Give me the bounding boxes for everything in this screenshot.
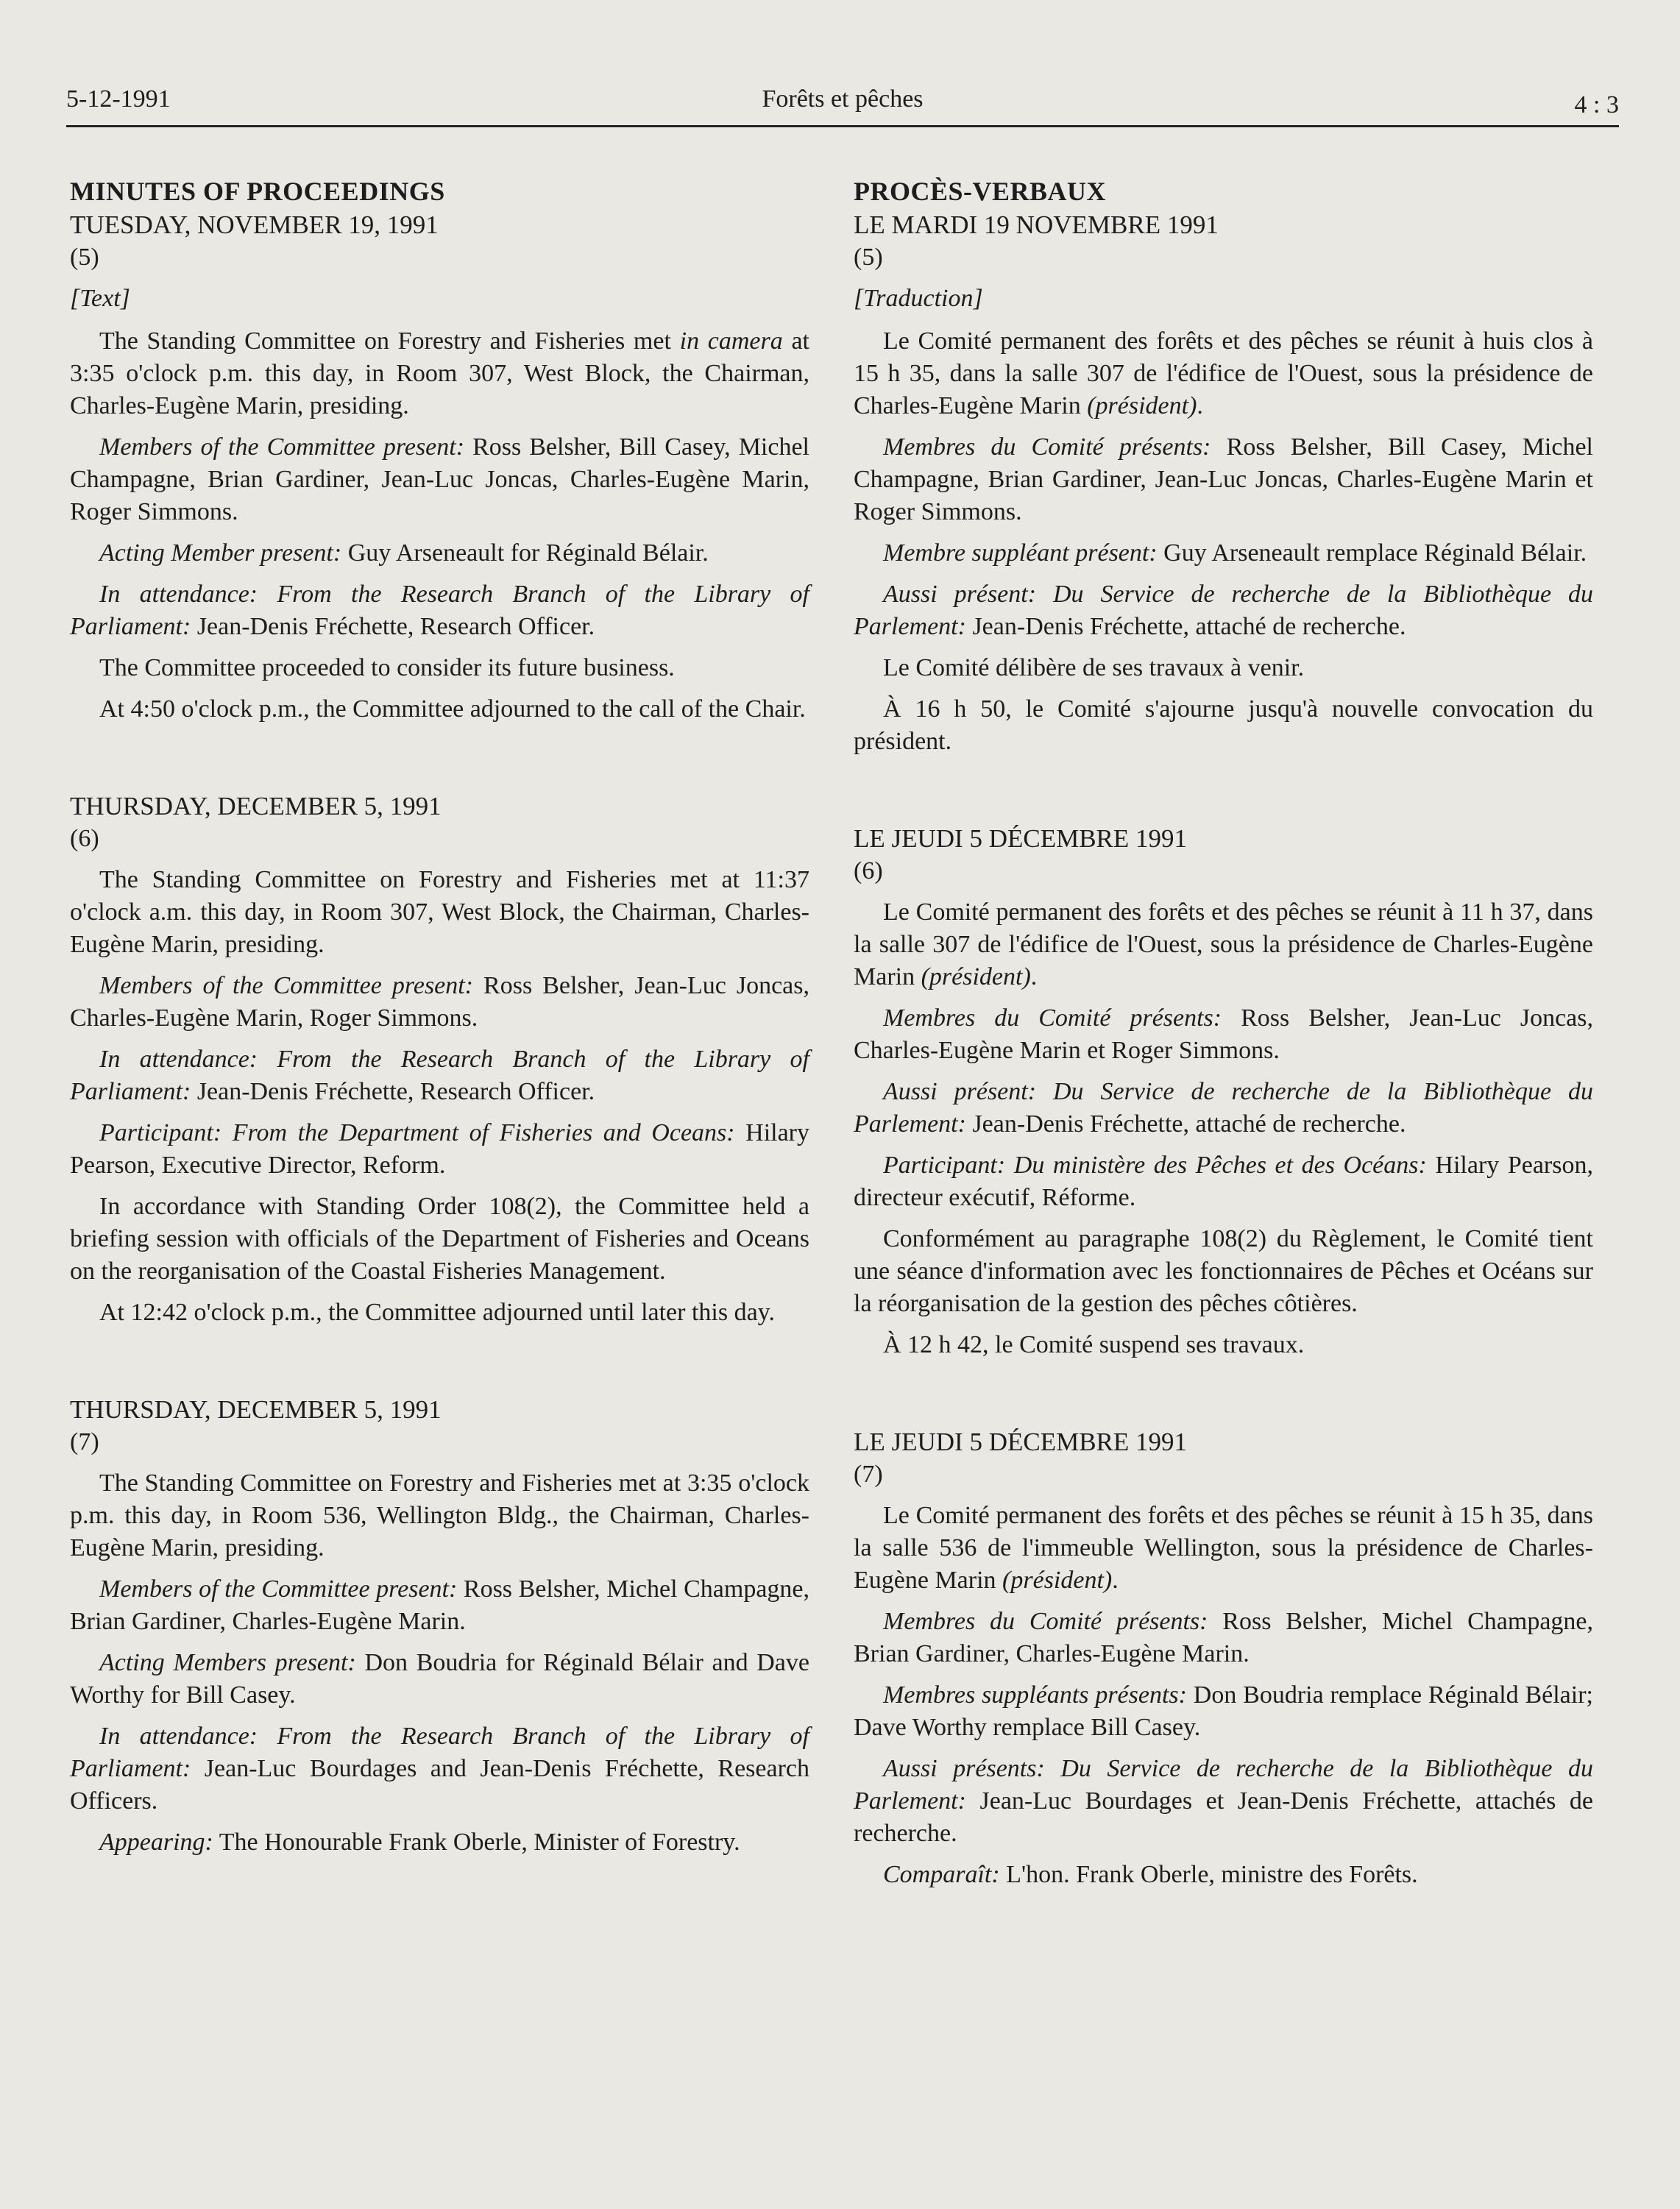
proces-verbaux-title: PROCÈS-VERBAUX xyxy=(854,177,1107,206)
adjournment: À 12 h 42, le Comité suspend ses travaux. xyxy=(883,1331,1305,1358)
members-present: Members of the Committee present: Ross Belsher, Jean-Luc Joncas, Charles-Eugène Marin, Roger Simmons. xyxy=(70,972,809,1032)
session-6-en xyxy=(70,790,809,1329)
adjournment: At 4:50 o'clock p.m., the Committee adjourned to the call of the Chair. xyxy=(99,695,806,723)
business-paragraph: The Committee proceeded to consider its future business. xyxy=(99,654,675,681)
page-number: 4 : 3 xyxy=(1574,91,1619,118)
session-number: (6) xyxy=(70,825,99,852)
session-number: (5) xyxy=(854,244,883,271)
session-date: THURSDAY, DECEMBER 5, 1991 xyxy=(70,1395,442,1424)
english-column xyxy=(70,175,809,1923)
acting-members: Acting Members present: Don Boudria for Réginald Bélair and Dave Worthy for Bill Casey. xyxy=(70,1649,809,1709)
header-date: 5-12-1991 xyxy=(66,85,171,113)
session-date: LE MARDI 19 NOVEMBRE 1991 xyxy=(854,210,1219,239)
acting-member: Acting Member present: Guy Arseneault for Réginald Bélair. xyxy=(99,539,709,567)
participant: Participant: From the Department of Fisheries and Oceans: Hilary Pearson, Executive Director, Reform. xyxy=(70,1119,810,1179)
session-date: LE JEUDI 5 DÉCEMBRE 1991 xyxy=(854,824,1188,853)
appearing: Appearing: The Honourable Frank Oberle, Minister of Forestry. xyxy=(99,1829,740,1856)
adjournment: À 16 h 50, le Comité s'ajourne jusqu'à nouvelle convocation du président. xyxy=(854,695,1593,755)
in-attendance: Aussi présents: Du Service de recherche de la Bibliothèque du Parlement: Jean-Luc Bourdages et Jean-Denis Fréchette, attachés de recherche. xyxy=(854,1755,1593,1847)
translation-note: [Traduction] xyxy=(854,285,983,312)
session-7-en xyxy=(70,1394,809,1859)
session-5-fr xyxy=(854,209,1593,758)
session-number: (5) xyxy=(70,244,99,271)
session-7-fr xyxy=(854,1426,1593,1891)
french-column xyxy=(854,175,1593,1956)
session-number: (6) xyxy=(854,857,883,884)
session-5-en xyxy=(70,209,809,726)
in-attendance: Aussi présent: Du Service de recherche de la Bibliothèque du Parlement: Jean-Denis Fréchette, attaché de recherche. xyxy=(854,581,1593,640)
session-date: THURSDAY, DECEMBER 5, 1991 xyxy=(70,792,442,820)
page-header xyxy=(66,82,1619,127)
in-attendance: In attendance: From the Research Branch of the Library of Parliament: Jean-Denis Fréchette, Research Officer. xyxy=(70,1046,809,1105)
header-title: Forêts et pêches xyxy=(762,85,924,113)
members-present: Members of the Committee present: Ross Belsher, Bill Casey, Michel Champagne, Brian Gardiner, Jean-Luc Joncas, Charles-Eugène Marin, Roger Simmons. xyxy=(70,433,809,525)
text-note: [Text] xyxy=(70,285,130,312)
session-date: TUESDAY, NOVEMBER 19, 1991 xyxy=(70,210,439,239)
acting-members: Membres suppléants présents: Don Boudria remplace Réginald Bélair; Dave Worthy remplace Bill Casey. xyxy=(854,1681,1593,1741)
briefing-paragraph: In accordance with Standing Order 108(2), the Committee held a briefing session with officials of the Department of Fisheries and Oceans on the reorganisation of the Coastal Fisheries Management. xyxy=(70,1193,809,1285)
appearing: Comparaît: L'hon. Frank Oberle, ministre des Forêts. xyxy=(883,1861,1418,1888)
adjournment: At 12:42 o'clock p.m., the Committee adjourned until later this day. xyxy=(99,1299,775,1326)
minutes-title: MINUTES OF PROCEEDINGS xyxy=(70,177,445,206)
members-present: Membres du Comité présents: Ross Belsher, Jean-Luc Joncas, Charles-Eugène Marin et Roger Simmons. xyxy=(854,1004,1593,1064)
members-present: Members of the Committee present: Ross Belsher, Michel Champagne, Brian Gardiner, Charles-Eugène Marin. xyxy=(70,1575,809,1635)
session-6-fr xyxy=(854,823,1593,1361)
session-number: (7) xyxy=(70,1428,99,1455)
opening-paragraph: Le Comité permanent des forêts et des pêches se réunit à huis clos à 15 h 35, dans la salle 307 de l'édifice de l'Ouest, sous la présidence de Charles-Eugène Marin (président). xyxy=(854,327,1593,419)
session-number: (7) xyxy=(854,1461,883,1488)
members-present: Membres du Comité présents: Ross Belsher, Michel Champagne, Brian Gardiner, Charles-Eugène Marin. xyxy=(854,1608,1594,1667)
participant: Participant: Du ministère des Pêches et des Océans: Hilary Pearson, directeur exécutif, Réforme. xyxy=(854,1152,1593,1211)
members-present: Membres du Comité présents: Ross Belsher, Bill Casey, Michel Champagne, Brian Gardiner, Jean-Luc Joncas, Charles-Eugène Marin et Roger Simmons. xyxy=(854,433,1594,525)
opening-paragraph: The Standing Committee on Forestry and Fisheries met at 3:35 o'clock p.m. this day, in Room 536, Wellington Bldg., the Chairman, Charles-Eugène Marin, presiding. xyxy=(70,1469,809,1561)
opening-paragraph: The Standing Committee on Forestry and Fisheries met in camera at 3:35 o'clock p.m. this day, in Room 307, West Block, the Chairman, Charles-Eugène Marin, presiding. xyxy=(70,327,809,419)
opening-paragraph: The Standing Committee on Forestry and Fisheries met at 11:37 o'clock a.m. this day, in Room 307, West Block, the Chairman, Charles-Eugène Marin, presiding. xyxy=(70,866,809,958)
in-attendance: In attendance: From the Research Branch of the Library of Parliament: Jean-Luc Bourdages and Jean-Denis Fréchette, Research Officers. xyxy=(70,1723,809,1815)
acting-member: Membre suppléant présent: Guy Arseneault remplace Réginald Bélair. xyxy=(883,539,1587,567)
briefing-paragraph: Conformément au paragraphe 108(2) du Règlement, le Comité tient une séance d'information avec les fonctionnaires de Pêches et Océans sur la réorganisation de la gestion des pêches côtières. xyxy=(854,1225,1593,1317)
business-paragraph: Le Comité délibère de ses travaux à venir. xyxy=(883,654,1305,681)
opening-paragraph: Le Comité permanent des forêts et des pêches se réunit à 15 h 35, dans la salle 536 de l'immeuble Wellington, sous la présidence de Charles-Eugène Marin (président). xyxy=(854,1502,1593,1594)
in-attendance: Aussi présent: Du Service de recherche de la Bibliothèque du Parlement: Jean-Denis Fréchette, attaché de recherche. xyxy=(854,1078,1593,1138)
opening-paragraph: Le Comité permanent des forêts et des pêches se réunit à 11 h 37, dans la salle 307 de l'édifice de l'Ouest, sous la présidence de Charles-Eugène Marin (président). xyxy=(854,898,1593,990)
session-date: LE JEUDI 5 DÉCEMBRE 1991 xyxy=(854,1428,1188,1456)
in-attendance: In attendance: From the Research Branch of the Library of Parliament: Jean-Denis Fréchette, Research Officer. xyxy=(70,581,809,640)
